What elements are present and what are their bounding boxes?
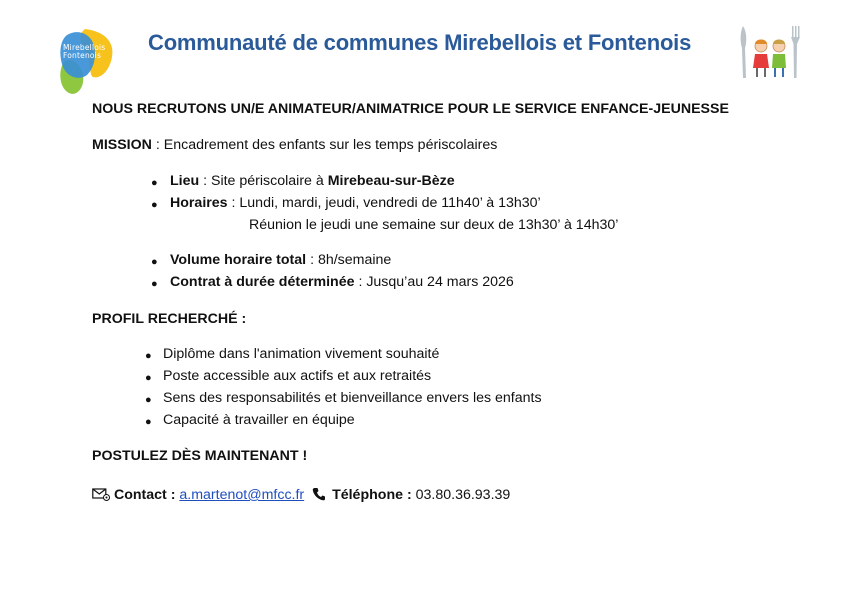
volume-text: : 8h/semaine bbox=[306, 252, 392, 268]
phone-sep: : bbox=[403, 487, 416, 503]
recruitment-headline: NOUS RECRUTONS UN/E ANIMATEUR/ANIMATRICE POUR LE SERVICE ENFANCE-JEUNESSE bbox=[92, 101, 729, 117]
horaires-text: : Lundi, mardi, jeudi, vendredi de 11h40’ à 13h30’ bbox=[227, 195, 541, 211]
profil-item: Capacité à travailler en équipe bbox=[163, 412, 355, 428]
mission-line bbox=[92, 136, 497, 154]
profil-item: Poste accessible aux actifs et aux retraités bbox=[163, 368, 432, 384]
lieu-place: Mirebeau-sur-Bèze bbox=[327, 173, 455, 189]
contrat-line bbox=[170, 273, 514, 291]
phone-label: Téléphone bbox=[332, 487, 404, 503]
volume-label: Volume horaire total bbox=[170, 252, 307, 268]
bullet-icon: ● bbox=[145, 394, 152, 406]
logo-text: Mirebellois Fontenois bbox=[63, 43, 106, 60]
mission-sep: : bbox=[151, 137, 164, 153]
logo-shape-icon bbox=[55, 27, 115, 97]
horaires-extra: Réunion le jeudi une semaine sur deux de 13h30’ à 14h30’ bbox=[249, 217, 619, 233]
volume-line bbox=[170, 251, 391, 269]
bullet-icon: ● bbox=[151, 199, 158, 211]
kids-with-fork-knife-icon bbox=[737, 24, 803, 80]
bullet-icon: ● bbox=[145, 416, 152, 428]
bullet-icon: ● bbox=[151, 177, 158, 189]
lieu-sep: : Site périscolaire à bbox=[199, 173, 328, 189]
profil-heading: PROFIL RECHERCHÉ : bbox=[92, 311, 247, 327]
call-to-action: POSTULEZ DÈS MAINTENANT ! bbox=[92, 448, 308, 464]
community-logo bbox=[55, 27, 115, 97]
lieu-label: Lieu bbox=[170, 173, 200, 189]
mission-text: Encadrement des enfants sur les temps périscolaires bbox=[163, 137, 498, 153]
contact-email-link[interactable]: a.martenot@mfcc.fr bbox=[179, 487, 305, 503]
contact-sep: : bbox=[166, 487, 180, 503]
bullet-icon: ● bbox=[145, 350, 152, 362]
phone-number[interactable]: 03.80.36.93.39 bbox=[415, 487, 511, 503]
contrat-label: Contrat à durée déterminée bbox=[170, 274, 355, 290]
contrat-text: : Jusqu’au 24 mars 2026 bbox=[354, 274, 514, 290]
bullet-icon: ● bbox=[145, 372, 152, 384]
children-cutlery-illustration bbox=[737, 24, 803, 80]
mission-label: MISSION bbox=[92, 137, 152, 153]
email-icon bbox=[92, 488, 110, 506]
profil-item: Diplôme dans l'animation vivement souhaité bbox=[163, 346, 440, 362]
horaires-label: Horaires bbox=[170, 195, 228, 211]
bullet-icon: ● bbox=[151, 256, 158, 268]
lieu-line bbox=[170, 172, 455, 190]
contact-label: Contact bbox=[113, 487, 167, 503]
horaires-line bbox=[170, 194, 541, 212]
page-title: Communauté de communes Mirebellois et Fontenois bbox=[148, 30, 692, 55]
contact-line bbox=[92, 486, 510, 506]
profil-item: Sens des responsabilités et bienveillance envers les enfants bbox=[163, 390, 542, 406]
bullet-icon: ● bbox=[151, 278, 158, 290]
phone-icon bbox=[312, 487, 326, 506]
